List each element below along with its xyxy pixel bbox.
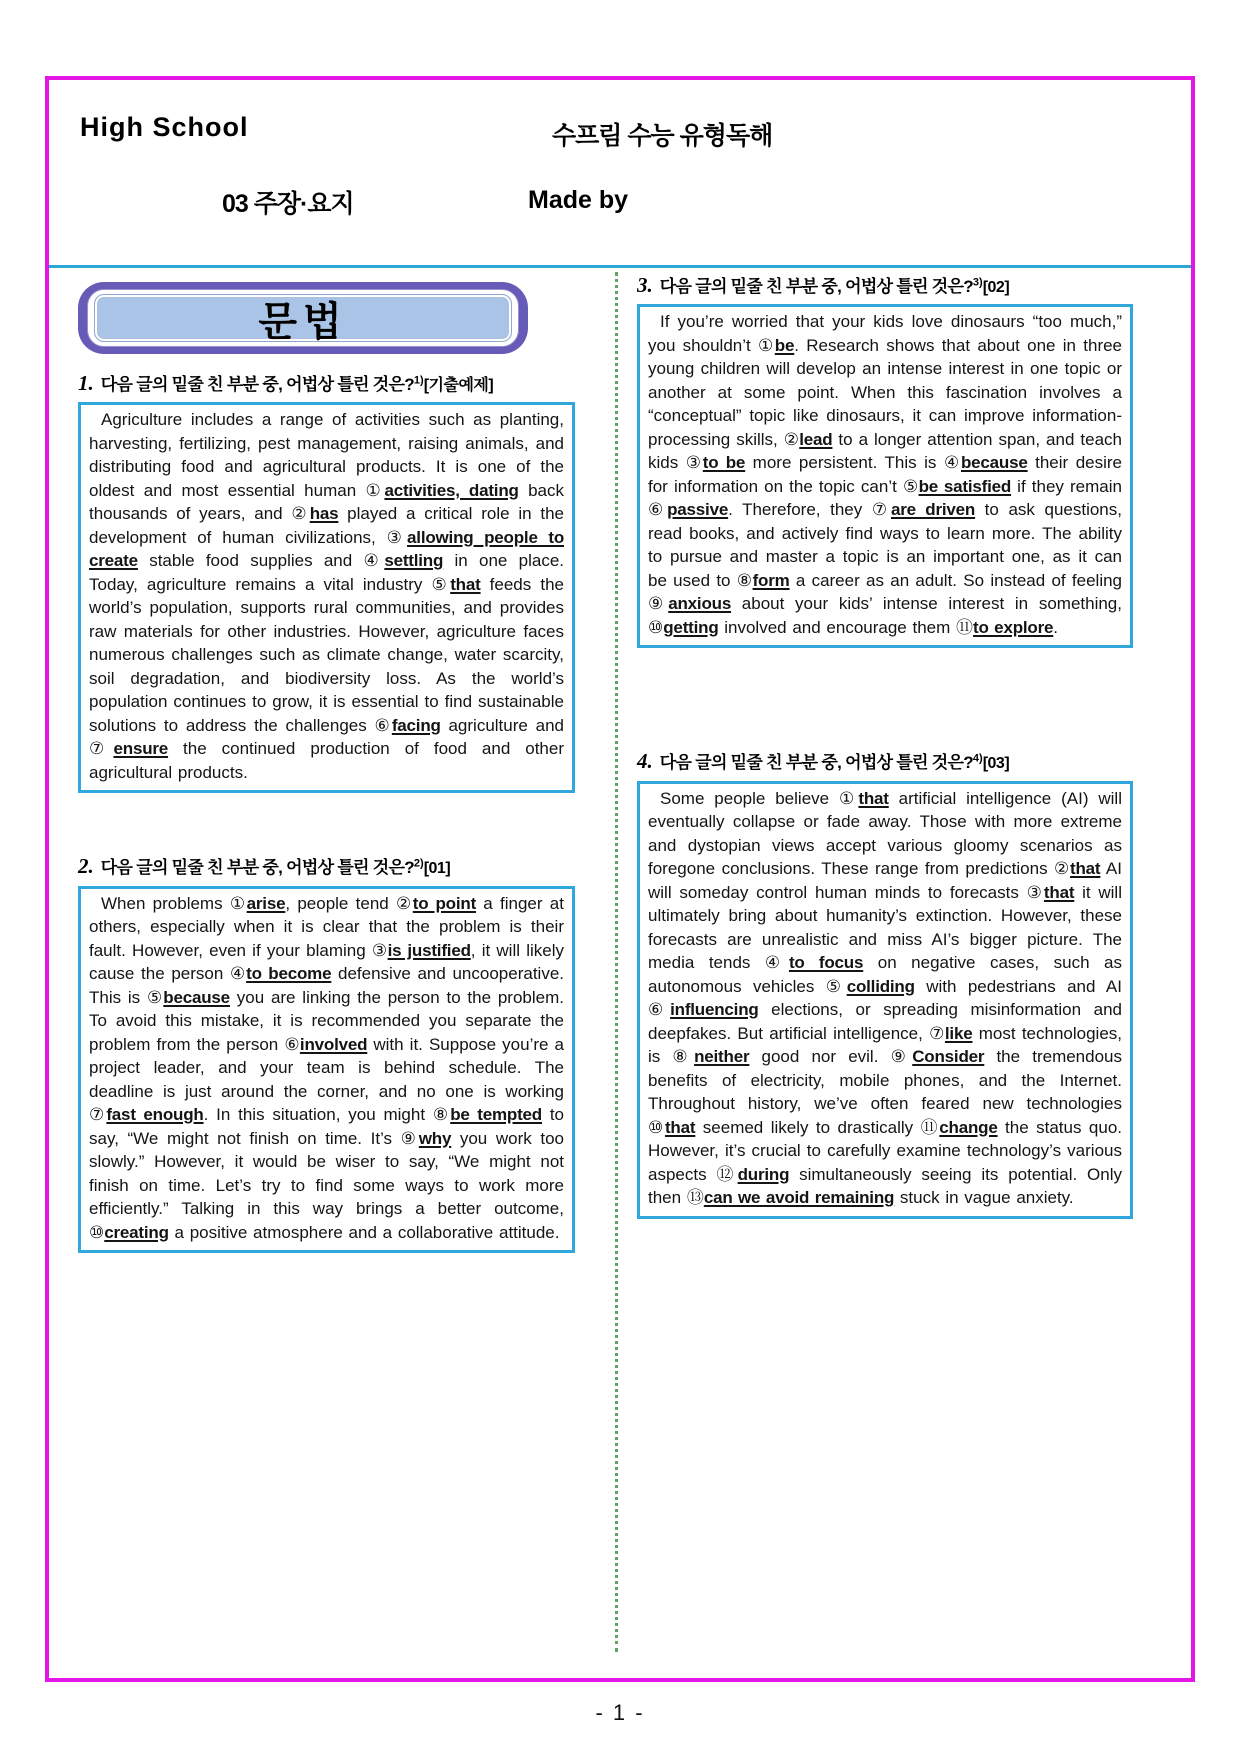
underlined-segment: to point [412, 893, 477, 913]
passage-box [637, 304, 1133, 648]
source-tag: [기출예제] [423, 377, 494, 394]
underlined-segment: colliding [846, 976, 915, 996]
choice-number: ⑨ [400, 1128, 419, 1148]
choice-number: ⑦ [89, 739, 114, 759]
choice-number: ⑩ [648, 1117, 665, 1137]
underlined-segment: creating [104, 1222, 169, 1242]
underlined-segment: during [737, 1164, 790, 1184]
underlined-segment: arise [246, 893, 286, 913]
underlined-segment: activities, dating [384, 480, 519, 500]
passage-text: Agriculture includes a range of activities such as planting, harvesting, fertilizing, pest management, raising animals, and distributing food and agricultural products. It is one of the oldest and most essential human ①activities, dating back thousands of years, and ②has played a critical role in the development of human civilizations, ③allowing people to create stable food supplies and ④settling in one place. Today, agriculture remains a vital industry ⑤that feeds the world’s population, supports rural communities, and provides raw materials for other industries. However, agriculture faces numerous challenges such as climate change, water scarcity, soil degradation, and biodiversity loss. As the world’s population continues to grow, it is essential to find sustainable solutions to address the challenges ⑥facing agriculture and ⑦ensure the continued production of food and other agricultural products. [89, 410, 565, 782]
question-1 [78, 370, 575, 793]
question-4 [637, 748, 1133, 1218]
section-title-banner [78, 282, 528, 354]
choice-number: ③ [371, 940, 388, 960]
underlined-segment: like [944, 1023, 973, 1043]
choice-number: ① [758, 335, 775, 355]
choice-number: ④ [363, 551, 385, 571]
source-tag: [03] [982, 755, 1010, 773]
underlined-segment: are driven [890, 500, 976, 520]
underlined-segment: fast enough [106, 1105, 204, 1124]
choice-number: ④ [229, 964, 247, 983]
choice-number: ④ [764, 953, 789, 972]
underlined-segment: to focus [788, 953, 864, 972]
choice-number: ② [783, 429, 800, 449]
choice-number: ④ [943, 453, 961, 473]
underlined-segment: that [664, 1117, 696, 1137]
footnote-marker: 4) [972, 752, 983, 765]
column-divider [615, 272, 618, 1652]
header-rule [49, 265, 1191, 268]
underlined-segment: influencing [670, 1000, 759, 1019]
choice-number: ⑧ [432, 1105, 451, 1124]
choice-number: ⑨ [890, 1047, 913, 1066]
choice-number: ② [1054, 859, 1071, 878]
passage-text: If you’re worried that your kids love dinosaurs “too much,” you shouldn’t ①be. Research shows that about one in three young children will develop an intense interest in one topic or another at some point. When this fascination involves a “conceptual” topic like dinosaurs, it can improve information-processing skills, ②lead to a longer attention span, and teach kids ③to be more persistent. This is ④because their desire for information on the topic can’t ⑤be satisfied if they remain ⑥passive. Therefore, they ⑦are driven to ask questions, read books, and actively find ways to learn more. The ability to pursue and master a topic is an important one, as it can be used to ⑧form a career as an adult. So instead of feeling ⑨anxious about your kids’ intense interest in something, ⑩getting involved and encourage them ⑪to explore. [648, 312, 1123, 637]
choice-number: ⑨ [648, 594, 669, 614]
question-2-prompt-line [78, 853, 575, 879]
underlined-segment: be tempted [450, 1105, 542, 1124]
underlined-segment: to become [246, 964, 332, 983]
header-series-title: 수프림 수능 유형독해 [552, 122, 773, 150]
source-tag: [02] [982, 279, 1010, 296]
question-3 [637, 272, 1133, 648]
choice-number: ① [365, 480, 385, 500]
underlined-segment: lead [799, 429, 833, 449]
underlined-segment: anxious [668, 594, 732, 614]
choice-number: ⑦ [929, 1023, 945, 1043]
choice-number: ⑦ [871, 500, 891, 520]
right-column [637, 272, 1133, 1219]
choice-number: ⑧ [672, 1047, 695, 1066]
header-unit-title: 03 주장·요지 [222, 190, 354, 218]
underlined-segment: ensure [113, 739, 169, 759]
choice-number: ⑥ [648, 500, 668, 520]
underlined-segment: passive [667, 500, 729, 520]
choice-number: ⑤ [431, 574, 451, 594]
choice-number: ⑧ [736, 570, 753, 590]
question-number: 4. [637, 749, 653, 774]
source-tag: [01] [423, 860, 451, 878]
underlined-segment: can we avoid remaining [703, 1188, 895, 1207]
question-number: 1. [78, 371, 94, 395]
choice-number: ⑤ [902, 476, 919, 496]
choice-number: ⑤ [825, 976, 847, 996]
question-prompt: 다음 글의 밑줄 친 부분 중, 어법상 틀린 것은? [659, 277, 973, 296]
underlined-segment: change [939, 1117, 998, 1137]
passage-text: When problems ①arise, people tend ②to point a finger at others, especially when it is clear that the problem is their fault. However, even if your blaming ③is justified, it will likely cause the person ④to become defensive and uncooperative. This is ⑤because you are linking the person to the problem. To avoid this mistake, it is recommended you separate the problem from the person ⑥involved with it. Suppose you’re a project leader, and your team is behind schedule. The deadline is just around the corner, and no one is working ⑦fast enough. In this situation, you might ⑧be tempted to say, “We might not finish on time. It’s ⑨why you work too slowly.” However, it would be wiser to say, “We might not finish on time. Let’s try to find some ways to work more efficiently.” Talking in this way brings a better outcome, ⑩creating a positive atmosphere and a collaborative attitude. [89, 893, 565, 1242]
question-number: 3. [637, 273, 653, 297]
underlined-segment: because [163, 987, 230, 1007]
banner-inner-ring [87, 289, 519, 347]
choice-number: ① [838, 788, 859, 808]
choice-number: ③ [685, 453, 703, 473]
underlined-segment: is justified [387, 940, 471, 960]
question-number: 2. [78, 854, 94, 879]
choice-number: ⑩ [648, 617, 664, 637]
footnote-marker: 3) [972, 276, 983, 289]
choice-number: ⑥ [374, 715, 392, 735]
underlined-segment: to be [702, 453, 746, 473]
passage-box [78, 886, 575, 1254]
underlined-segment: that [858, 788, 889, 808]
banner-field [94, 294, 512, 342]
underlined-segment: form [752, 570, 790, 590]
question-3-prompt-line [637, 272, 1133, 298]
underlined-segment: be [774, 335, 795, 355]
question-4-prompt-line [637, 748, 1133, 774]
question-prompt: 다음 글의 밑줄 친 부분 중, 어법상 틀린 것은? [100, 375, 414, 394]
section-title: 문법 [258, 299, 348, 344]
passage-box [637, 781, 1133, 1219]
underlined-segment: that [450, 574, 481, 594]
underlined-segment: Consider [912, 1047, 985, 1066]
question-prompt: 다음 글의 밑줄 친 부분 중, 어법상 틀린 것은? [100, 858, 414, 878]
passage-text: Some people believe ①that artificial intelligence (AI) will eventually collapse or fade away. Those with more extreme and dystopian views accept various gloomy scenarios as foregone conclusions. These range from predictions ②that AI will someday control human minds to forecasts ③that it will ultimately bring about humanity’s extinction. However, these forecasts are unrealistic and miss AI’s bigger picture. The media tends ④to focus on negative cases, such as autonomous vehicles ⑤colliding with pedestrians and AI ⑥influencing elections, or spreading misinformation and deepfakes. But artificial intelligence, ⑦like most technologies, is ⑧neither good nor evil. ⑨Consider the tremendous benefits of electricity, mobile phones, and the Internet. Throughout history, we’ve often feared new technologies ⑩that seemed likely to drastically ⑪change the status quo. However, it’s crucial to carefully examine technology’s various aspects ⑫during simultaneously seeing its potential. Only then ⑬can we avoid remaining stuck in vague anxiety. [648, 788, 1123, 1207]
underlined-segment: has [309, 504, 339, 524]
underlined-segment: allowing people to create [89, 527, 565, 571]
question-2 [78, 853, 575, 1253]
choice-number: ① [229, 893, 247, 913]
underlined-segment: because [960, 453, 1028, 473]
header-made-by: Made by [528, 186, 629, 214]
underlined-segment: facing [391, 715, 441, 735]
footnote-marker: 2) [413, 857, 424, 870]
underlined-segment: neither [694, 1047, 750, 1066]
choice-number: ② [291, 504, 310, 524]
choice-number: ② [396, 893, 413, 913]
underlined-segment: that [1043, 882, 1075, 902]
choice-number: ⑥ [284, 1034, 300, 1054]
left-column [78, 280, 575, 1253]
underlined-segment: involved [299, 1034, 368, 1054]
underlined-segment: getting [663, 617, 719, 637]
footnote-marker: 1) [413, 374, 424, 387]
question-1-prompt-line [78, 370, 575, 396]
underlined-segment: be satisfied [918, 476, 1012, 496]
question-prompt: 다음 글의 밑줄 친 부분 중, 어법상 틀린 것은? [659, 753, 973, 773]
choice-number: ⑥ [648, 1000, 671, 1019]
choice-number: ⑬ [686, 1188, 704, 1207]
page-number: - 1 - [595, 1700, 645, 1725]
choice-number: ③ [1026, 882, 1044, 902]
choice-number: ⑦ [89, 1105, 107, 1124]
passage-box [78, 402, 575, 793]
underlined-segment: settling [384, 551, 444, 571]
underlined-segment: why [418, 1128, 452, 1148]
header-school: High School [80, 112, 249, 142]
underlined-segment: to explore [973, 617, 1054, 637]
choice-number: ⑪ [956, 617, 974, 637]
choice-number: ⑤ [146, 987, 164, 1007]
underlined-segment: that [1070, 859, 1101, 878]
choice-number: ③ [386, 527, 408, 547]
choice-number: ⑫ [716, 1164, 738, 1184]
choice-number: ⑩ [89, 1222, 105, 1242]
choice-number: ⑪ [920, 1117, 940, 1137]
